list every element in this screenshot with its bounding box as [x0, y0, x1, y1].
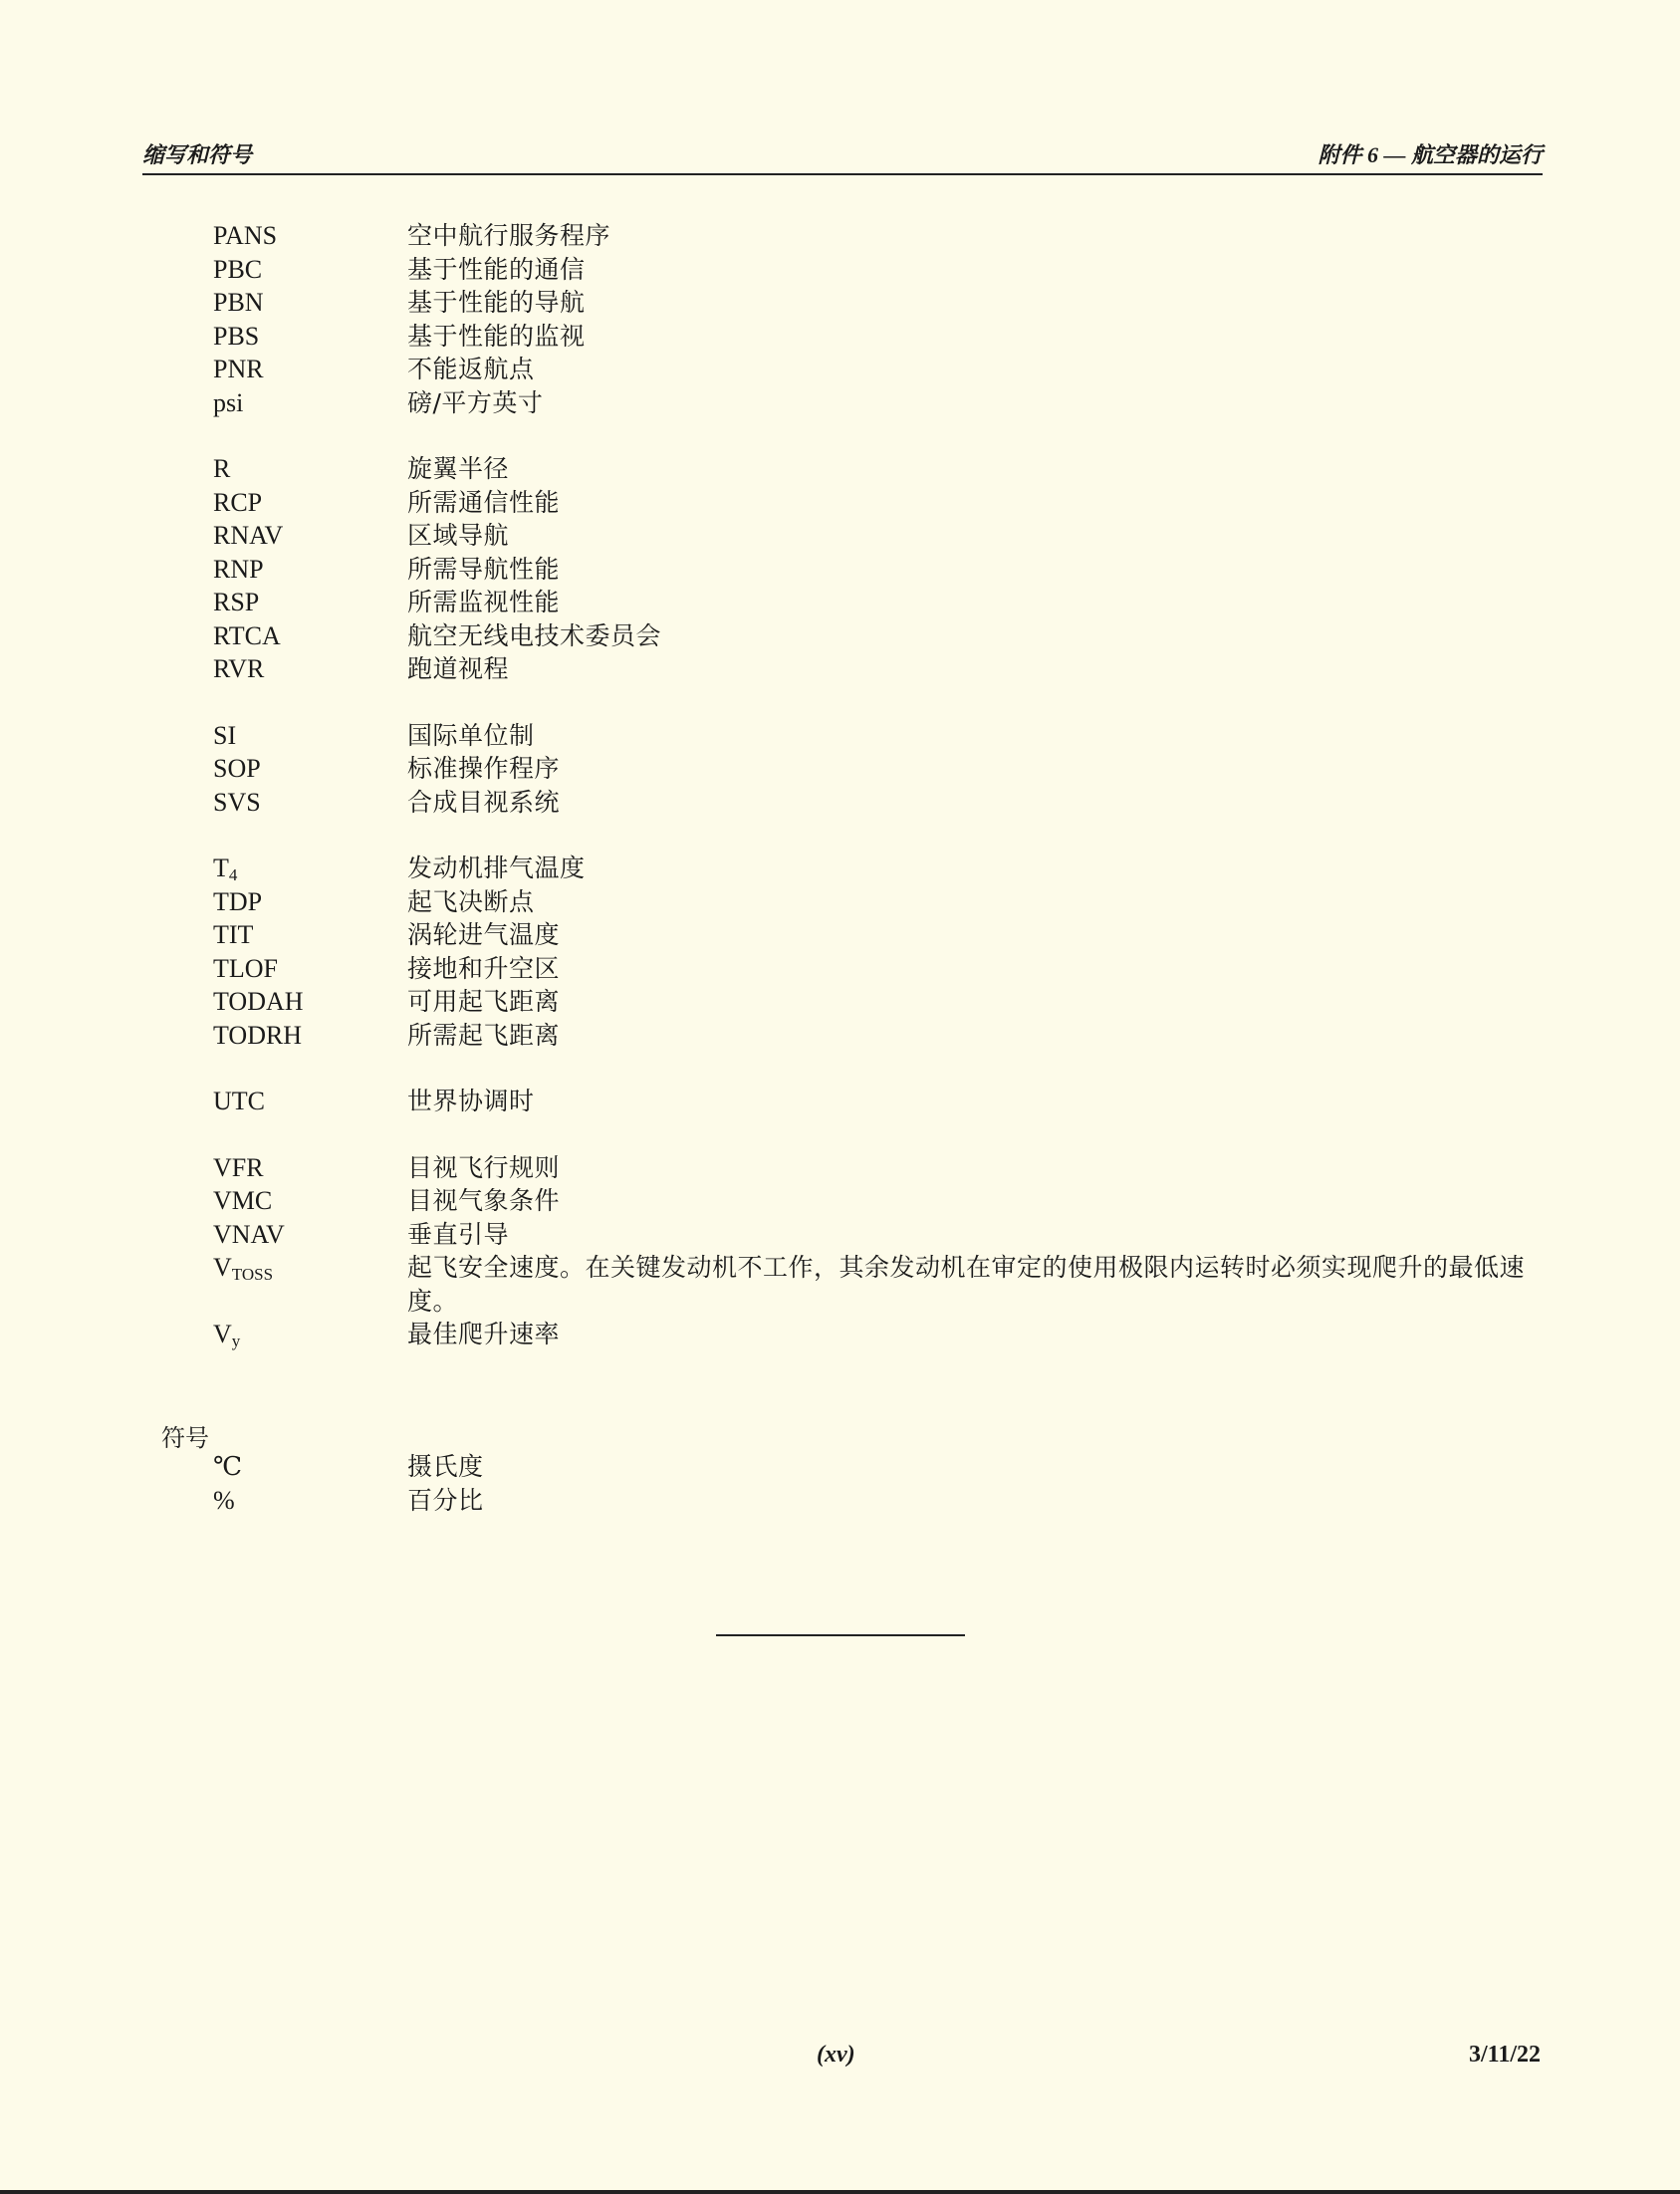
- entry-meaning: 可用起飞距离: [407, 987, 561, 1016]
- entry-abbreviation: [213, 619, 281, 653]
- entry-meaning: 基于性能的导航: [407, 288, 586, 317]
- abbreviation-text: V: [213, 1253, 232, 1282]
- abbreviation-subscript: TOSS: [231, 1265, 274, 1284]
- entry-row: [0, 452, 1680, 486]
- entry-abbreviation: [213, 586, 259, 619]
- abbreviation-text: T: [213, 853, 229, 882]
- entry-row: [0, 386, 1680, 420]
- abbreviation-list: [0, 219, 1680, 1384]
- entry-abbreviation: [213, 1085, 265, 1118]
- entry-meaning: 所需起飞距离: [407, 1020, 561, 1050]
- entry-abbreviation: [213, 486, 262, 520]
- abbreviation-text: PNR: [213, 355, 264, 383]
- entry-row: [0, 985, 1680, 1019]
- page-bottom-edge: [0, 2190, 1680, 2194]
- abbreviation-text: PANS: [213, 221, 278, 250]
- entry-row: [0, 553, 1680, 587]
- abbreviation-text: SVS: [213, 787, 261, 817]
- entry-abbreviation: [213, 1218, 285, 1252]
- entry-abbreviation: [213, 719, 236, 753]
- abbreviation-group: [0, 1151, 1680, 1351]
- abbreviation-text: PBN: [213, 288, 264, 317]
- entry-abbreviation: [213, 1318, 240, 1351]
- header-section-title: 缩写和符号: [142, 142, 253, 167]
- entry-row: [0, 885, 1680, 919]
- symbols-list: [0, 1450, 1680, 1517]
- entry-abbreviation: [213, 353, 264, 386]
- abbreviation-text: PBS: [213, 321, 260, 351]
- abbreviation-text: VNAV: [213, 1219, 285, 1249]
- abbreviation-text: SI: [213, 720, 237, 750]
- entry-meaning: 旋翼半径: [407, 454, 510, 483]
- entry-meaning: 所需导航性能: [407, 554, 561, 584]
- entry-abbreviation: [213, 386, 243, 420]
- abbreviation-text: TLOF: [213, 953, 278, 983]
- entry-row: [0, 353, 1680, 386]
- entry-row: [0, 486, 1680, 520]
- abbreviation-text: RNP: [213, 554, 264, 584]
- abbreviation-text: TIT: [213, 920, 254, 949]
- abbreviation-group: [0, 852, 1680, 1052]
- entry-abbreviation: [213, 752, 261, 786]
- entry-meaning: 标准操作程序: [407, 754, 561, 783]
- entry-row: [0, 619, 1680, 653]
- entry-abbreviation: [213, 1151, 264, 1185]
- entry-row: [0, 719, 1680, 753]
- entry-abbreviation: [213, 652, 264, 686]
- entry-abbreviation: [213, 519, 283, 553]
- entry-meaning: 起飞决断点: [407, 886, 535, 916]
- abbreviation-subscript: y: [231, 1332, 241, 1350]
- entry-meaning: 发动机排气温度: [407, 853, 586, 882]
- entry-row: [0, 1019, 1680, 1053]
- entry-meaning: 接地和升空区: [407, 953, 561, 983]
- entry-row: [0, 786, 1680, 820]
- abbreviation-text: VFR: [213, 1152, 264, 1182]
- entry-abbreviation: [213, 553, 264, 587]
- entry-row: [0, 286, 1680, 320]
- entry-row: [0, 952, 1680, 986]
- abbreviation-text: PBC: [213, 254, 263, 284]
- header-annex-title: 附件 6 — 航空器的运行: [1318, 142, 1543, 167]
- entry-meaning: 跑道视程: [407, 654, 510, 683]
- entry-abbreviation: [213, 286, 264, 320]
- entry-meaning: 起飞安全速度。在关键发动机不工作，其余发动机在审定的使用极限内运转时必须实现爬升的最低速度。: [407, 1253, 1526, 1316]
- page-number: (xv): [817, 2042, 855, 2068]
- entry-meaning: 所需通信性能: [407, 487, 561, 517]
- entry-meaning: 基于性能的通信: [407, 254, 586, 284]
- entry-row: [0, 1450, 1680, 1484]
- entry-row: [0, 1251, 1680, 1318]
- entry-meaning: 目视气象条件: [407, 1186, 561, 1215]
- entry-row: [0, 586, 1680, 619]
- entry-abbreviation: [213, 1484, 235, 1518]
- page-header: [142, 139, 1543, 175]
- abbreviation-text: TODAH: [213, 987, 304, 1016]
- abbreviation-text: R: [213, 454, 231, 483]
- entry-row: [0, 1085, 1680, 1118]
- entry-meaning: 涡轮进气温度: [407, 920, 561, 949]
- entry-row: [0, 1151, 1680, 1185]
- abbreviation-text: UTC: [213, 1087, 265, 1115]
- abbreviation-text: SOP: [213, 754, 261, 783]
- entry-abbreviation: [213, 786, 261, 820]
- entry-row: [0, 752, 1680, 786]
- abbreviation-text: RVR: [213, 654, 265, 683]
- entry-meaning: 所需监视性能: [407, 588, 561, 616]
- entry-abbreviation: [213, 320, 259, 354]
- entry-row: [0, 852, 1680, 885]
- entry-abbreviation: [213, 1251, 273, 1285]
- abbreviation-text: V: [213, 1320, 232, 1348]
- abbreviation-text: TDP: [213, 886, 263, 916]
- entry-row: [0, 1484, 1680, 1518]
- entry-abbreviation: [213, 985, 304, 1019]
- entry-abbreviation: [213, 952, 278, 986]
- abbreviation-text: %: [213, 1485, 235, 1515]
- entry-abbreviation: [213, 885, 262, 919]
- entry-abbreviation: [213, 1450, 242, 1484]
- end-rule: [716, 1634, 965, 1636]
- entry-row: [0, 652, 1680, 686]
- abbreviation-text: RTCA: [213, 620, 281, 650]
- entry-meaning: 磅/平方英寸: [407, 387, 544, 417]
- entry-meaning: 国际单位制: [407, 720, 535, 750]
- entry-row: [0, 219, 1680, 253]
- abbreviation-text: VMC: [213, 1186, 273, 1215]
- entry-abbreviation: [213, 852, 237, 885]
- entry-meaning: 世界协调时: [407, 1087, 535, 1115]
- entry-row: [0, 1218, 1680, 1252]
- page-date: 3/11/22: [1468, 2042, 1541, 2068]
- entry-row: [0, 1184, 1680, 1218]
- abbreviation-subscript: 4: [228, 865, 238, 884]
- entry-meaning: 空中航行服务程序: [407, 221, 611, 250]
- entry-abbreviation: [213, 1184, 272, 1218]
- abbreviation-group: [0, 719, 1680, 820]
- entry-meaning: 最佳爬升速率: [407, 1320, 561, 1348]
- abbreviation-group: [0, 219, 1680, 419]
- entry-meaning: 航空无线电技术委员会: [407, 620, 662, 650]
- entry-meaning: 合成目视系统: [407, 787, 561, 817]
- entry-meaning: 垂直引导: [407, 1219, 510, 1249]
- entry-meaning: 目视飞行规则: [407, 1152, 561, 1182]
- entry-row: [0, 918, 1680, 952]
- abbreviation-text: RNAV: [213, 521, 284, 550]
- entry-abbreviation: [213, 918, 253, 952]
- entry-meaning: 不能返航点: [407, 355, 535, 383]
- abbreviation-text: psi: [213, 387, 244, 417]
- abbreviation-group: [0, 452, 1680, 686]
- entry-abbreviation: [213, 1019, 302, 1053]
- entry-meaning: 摄氏度: [407, 1452, 484, 1481]
- entry-abbreviation: [213, 452, 230, 486]
- entry-row: [0, 253, 1680, 287]
- entry-meaning: 区域导航: [407, 521, 510, 550]
- symbols-heading: 符号: [161, 1424, 209, 1452]
- entry-row: [0, 1318, 1680, 1351]
- entry-abbreviation: [213, 219, 277, 253]
- abbreviation-group: [0, 1085, 1680, 1118]
- abbreviation-text: RSP: [213, 588, 260, 616]
- entry-meaning: 基于性能的监视: [407, 321, 586, 351]
- entry-row: [0, 320, 1680, 354]
- abbreviation-text: RCP: [213, 487, 263, 517]
- abbreviation-text: ℃: [213, 1452, 243, 1481]
- abbreviation-text: TODRH: [213, 1020, 303, 1050]
- entry-abbreviation: [213, 253, 262, 287]
- entry-row: [0, 519, 1680, 553]
- entry-meaning: 百分比: [407, 1485, 484, 1515]
